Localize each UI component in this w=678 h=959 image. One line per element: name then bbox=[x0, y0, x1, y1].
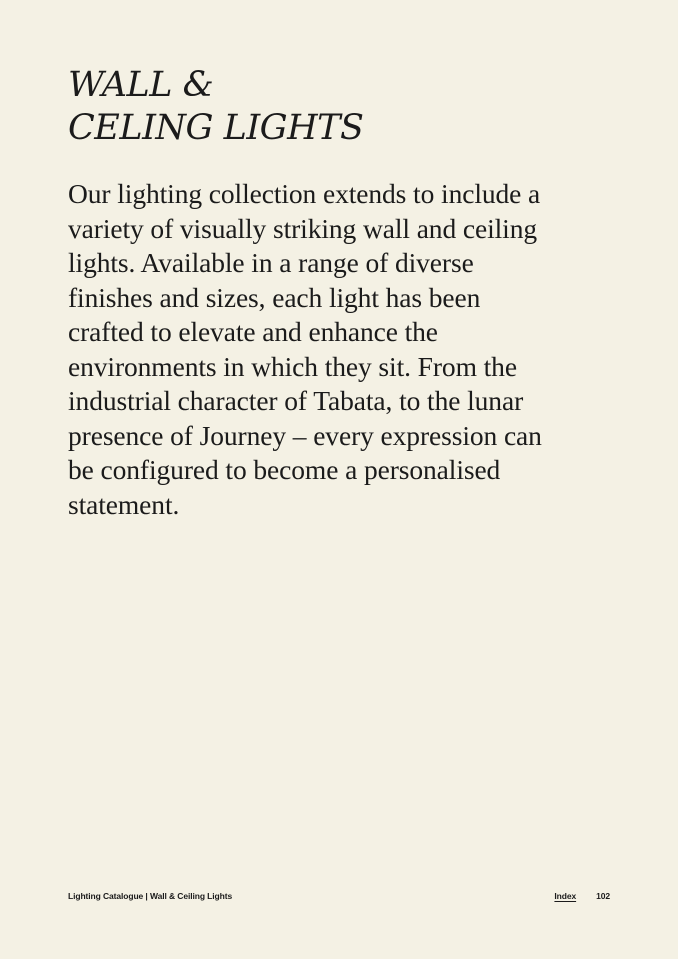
page-title-line-2: CELING LIGHTS bbox=[68, 108, 364, 148]
page-footer bbox=[68, 891, 610, 905]
footer-section-label: Lighting Catalogue | Wall & Ceiling Lights bbox=[68, 891, 233, 901]
index-link[interactable]: Index bbox=[554, 891, 577, 901]
page-title-line-1: WALL & bbox=[68, 65, 214, 105]
page-number: 102 bbox=[596, 891, 610, 901]
intro-paragraph: Our lighting collection extends to include a variety of visually striking wall and ceiling lights. Available in a range of diverse finishes and sizes, each light has been crafted to elevate and enhance the environments in which they sit. From the industrial character of Tabata, to the lunar presence of Journey – every expression can be configured to become a personalised statement. bbox=[68, 178, 542, 520]
page-title bbox=[68, 64, 363, 150]
footer-right-group bbox=[554, 891, 610, 901]
